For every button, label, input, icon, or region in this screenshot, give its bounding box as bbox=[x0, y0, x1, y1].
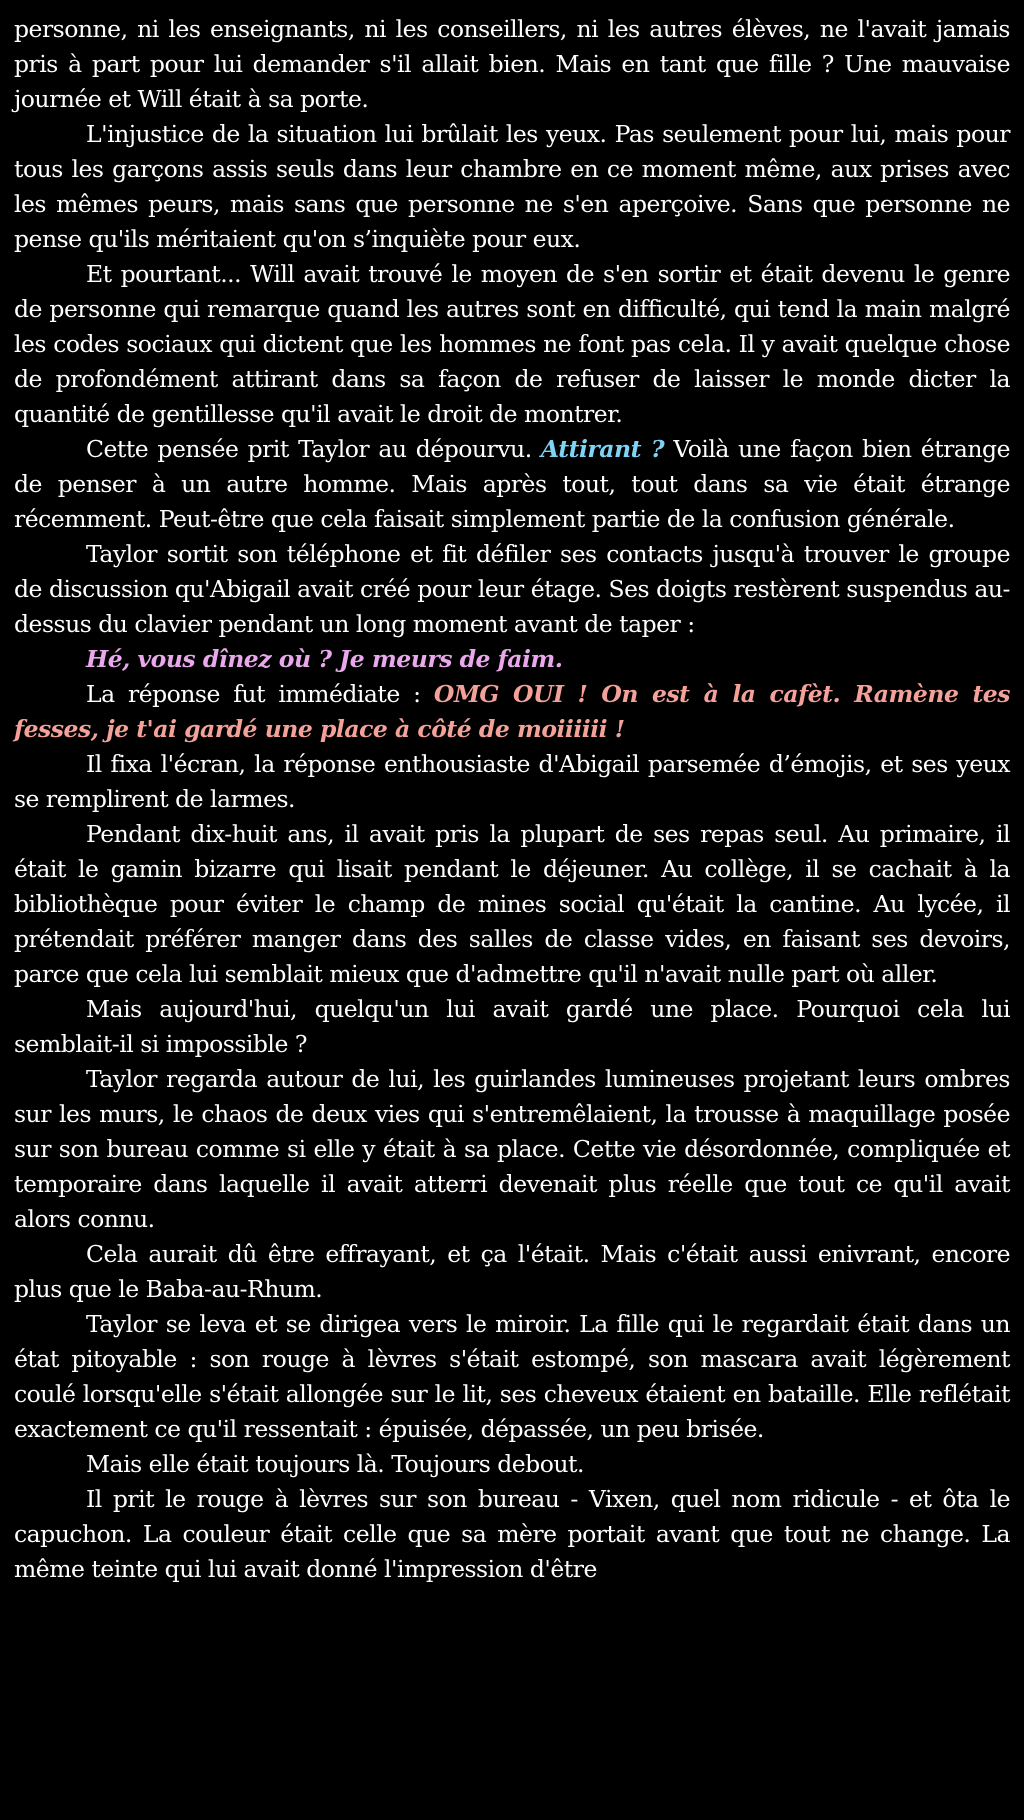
paragraph-8 bbox=[14, 747, 1010, 817]
reply-text-message: OMG OUI ! On est à la cafèt. Ramène tes fesses, je t'ai gardé une place à côté de moiiiiii ! bbox=[14, 680, 1010, 743]
paragraph-text: Il fixa l'écran, la réponse enthousiaste d'Abigail parsemée d’émojis, et ses yeux se remplirent de larmes. bbox=[14, 750, 1010, 813]
paragraph-2 bbox=[14, 117, 1010, 257]
paragraph-text: Taylor regarda autour de lui, les guirlandes lumineuses projetant leurs ombres sur les murs, le chaos de deux vies qui s'entremêlaient, la trousse à maquillage posée sur son bureau comme si elle y était à sa place. Cette vie désordonnée, compliquée et temporaire dans laquelle il avait atterri devenait plus réelle que tout ce qu'il avait alors connu. bbox=[14, 1065, 1010, 1233]
paragraph-text: Cette pensée prit Taylor au dépourvu. bbox=[86, 435, 541, 463]
paragraph-12 bbox=[14, 1237, 1010, 1307]
paragraph-11 bbox=[14, 1062, 1010, 1237]
paragraph-text: L'injustice de la situation lui brûlait les yeux. Pas seulement pour lui, mais pour tous les garçons assis seuls dans leur chambre en ce moment même, aux prises avec les mêmes peurs, mais sans que personne ne s'en aperçoive. Sans que personne ne pense qu'ils méritaient qu'on s’inquiète pour eux. bbox=[14, 120, 1010, 253]
paragraph-15 bbox=[14, 1482, 1010, 1587]
sent-text-message: Hé, vous dînez où ? Je meurs de faim. bbox=[86, 645, 563, 673]
paragraph-text: Voilà une façon bien étrange de penser à un autre homme. Mais après tout, tout dans sa vie était étrange récemment. Peut-être que cela faisait simplement partie de la confusion générale. bbox=[14, 435, 1010, 533]
paragraph-5 bbox=[14, 537, 1010, 642]
paragraph-14 bbox=[14, 1447, 1010, 1482]
paragraph-text: Taylor se leva et se dirigea vers le miroir. La fille qui le regardait était dans un état pitoyable : son rouge à lèvres s'était estompé, son mascara avait légèrement coulé lorsqu'elle s'était allongée sur le lit, ses cheveux étaient en bataille. Elle reflétait exactement ce qu'il ressentait : épuisée, dépassée, un peu brisée. bbox=[14, 1310, 1010, 1443]
emphasized-thought: Attirant ? bbox=[540, 435, 665, 463]
paragraph-9 bbox=[14, 817, 1010, 992]
paragraph-text: Mais aujourd'hui, quelqu'un lui avait gardé une place. Pourquoi cela lui semblait-il si impossible ? bbox=[14, 995, 1010, 1058]
paragraph-text: Cela aurait dû être effrayant, et ça l'était. Mais c'était aussi enivrant, encore plus que le Baba-au-Rhum. bbox=[14, 1240, 1010, 1303]
paragraph-text: Mais elle était toujours là. Toujours debout. bbox=[86, 1450, 584, 1478]
paragraph-10 bbox=[14, 992, 1010, 1062]
paragraph-text: La réponse fut immédiate : bbox=[86, 680, 434, 708]
paragraph-text: personne, ni les enseignants, ni les conseillers, ni les autres élèves, ne l'avait jamais pris à part pour lui demander s'il allait bien. Mais en tant que fille ? Une mauvaise journée et Will était à sa porte. bbox=[14, 15, 1010, 113]
paragraph-7 bbox=[14, 677, 1010, 747]
paragraph-1 bbox=[14, 12, 1010, 117]
paragraph-text: Taylor sortit son téléphone et fit défiler ses contacts jusqu'à trouver le groupe de discussion qu'Abigail avait créé pour leur étage. Ses doigts restèrent suspendus au-dessus du clavier pendant un long moment avant de taper : bbox=[14, 540, 1010, 638]
paragraph-text: Et pourtant... Will avait trouvé le moyen de s'en sortir et était devenu le genre de personne qui remarque quand les autres sont en difficulté, qui tend la main malgré les codes sociaux qui dictent que les hommes ne font pas cela. Il y avait quelque chose de profondément attirant dans sa façon de refuser de laisser le monde dicter la quantité de gentillesse qu'il avait le droit de montrer. bbox=[14, 260, 1010, 428]
paragraph-13 bbox=[14, 1307, 1010, 1447]
paragraph-4 bbox=[14, 432, 1010, 537]
paragraph-text: Il prit le rouge à lèvres sur son bureau - Vixen, quel nom ridicule - et ôta le capuchon. La couleur était celle que sa mère portait avant que tout ne change. La même teinte qui lui avait donné l'impression d'être bbox=[14, 1485, 1010, 1583]
paragraph-3 bbox=[14, 257, 1010, 432]
paragraph-text: Pendant dix-huit ans, il avait pris la plupart de ses repas seul. Au primaire, il était le gamin bizarre qui lisait pendant le déjeuner. Au collège, il se cachait à la bibliothèque pour éviter le champ de mines social qu'était la cantine. Au lycée, il prétendait préférer manger dans des salles de classe vides, en faisant ses devoirs, parce que cela lui semblait mieux que d'admettre qu'il n'avait nulle part où aller. bbox=[14, 820, 1010, 988]
paragraph-6-text-message bbox=[14, 642, 1010, 677]
